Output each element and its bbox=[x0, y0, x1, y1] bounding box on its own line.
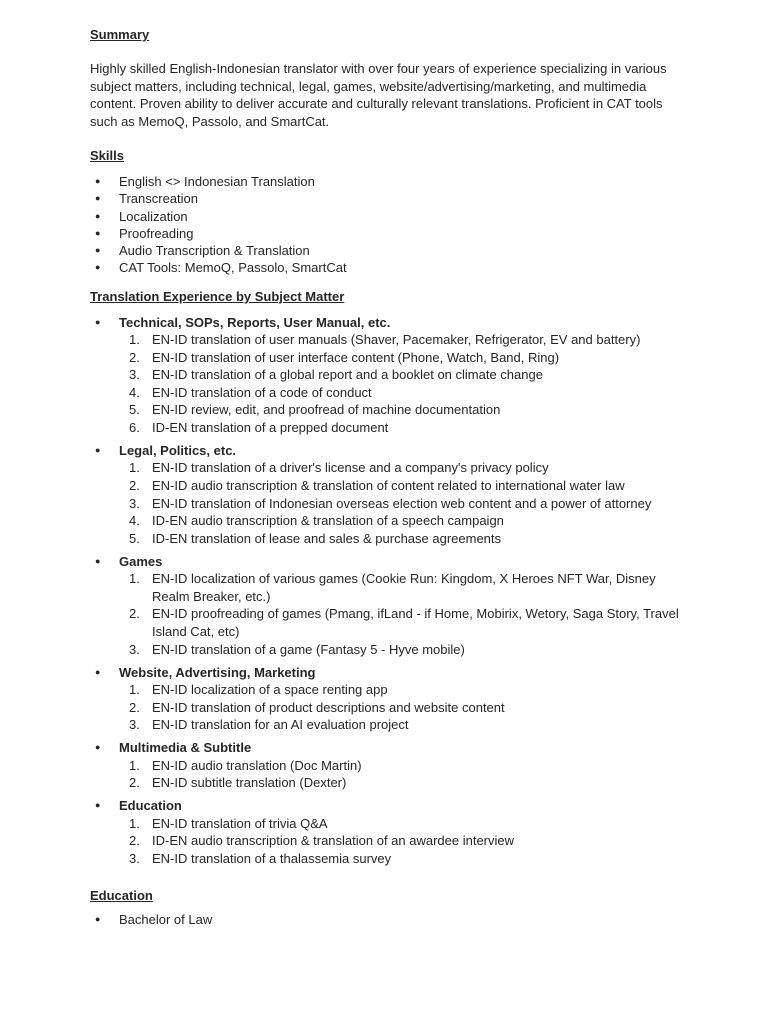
list-item: 1. EN-ID translation of user manuals (Shaver, Pacemaker, Refrigerator, EV and battery) bbox=[129, 332, 641, 348]
group-title: Games bbox=[119, 553, 163, 569]
list-item: 2. EN-ID proofreading of games (Pmang, ifLand - if Home, Mobirix, Wetory, Saga Story, Travel Island Cat, etc) bbox=[129, 606, 679, 639]
list-item: 4. ID-EN audio transcription & translation of a speech campaign bbox=[129, 513, 504, 529]
skills-section bbox=[90, 147, 680, 277]
list-item: ● Audio Transcription & Translation bbox=[90, 242, 680, 259]
experience-group bbox=[90, 442, 680, 547]
resume-page bbox=[90, 26, 680, 929]
list-item: 5. EN-ID review, edit, and proofread of machine documentation bbox=[129, 402, 501, 418]
list-item: ● English <> Indonesian Translation bbox=[90, 173, 680, 190]
list-item: 3. EN-ID translation of Indonesian overseas election web content and a power of attorney bbox=[129, 495, 652, 511]
list-item: ● Transcreation bbox=[90, 190, 680, 207]
summary-section bbox=[90, 26, 680, 130]
list-item: 2. EN-ID translation of product descriptions and website content bbox=[129, 699, 505, 715]
education-section bbox=[90, 887, 680, 928]
experience-group bbox=[90, 664, 680, 734]
group-title: Multimedia & Subtitle bbox=[119, 740, 252, 756]
experience-heading: Translation Experience by Subject Matter bbox=[90, 288, 345, 304]
list-item: 2. EN-ID translation of user interface content (Phone, Watch, Band, Ring) bbox=[129, 349, 560, 365]
summary-heading: Summary bbox=[90, 27, 150, 42]
group-title: Education bbox=[119, 798, 182, 814]
list-item: 3. EN-ID translation of a global report and a booklet on climate change bbox=[129, 367, 543, 383]
experience-group bbox=[90, 553, 680, 658]
list-item: 2. EN-ID audio transcription & translation of content related to international water law bbox=[129, 478, 625, 494]
list-item: 5. ID-EN translation of lease and sales & purchase agreements bbox=[129, 530, 502, 546]
list-item: 1. EN-ID audio translation (Doc Martin) bbox=[129, 757, 362, 773]
list-item: 2. EN-ID subtitle translation (Dexter) bbox=[129, 775, 347, 791]
list-item: ● Proofreading bbox=[90, 225, 680, 242]
experience-section bbox=[90, 288, 680, 868]
group-items bbox=[119, 570, 680, 658]
group-title: Technical, SOPs, Reports, User Manual, etc. bbox=[119, 314, 391, 330]
list-item: 3. EN-ID translation of a thalassemia survey bbox=[129, 850, 392, 866]
list-item: 1. EN-ID translation of a driver's license and a company's privacy policy bbox=[129, 460, 549, 476]
experience-groups bbox=[90, 314, 680, 868]
group-title: Website, Advertising, Marketing bbox=[119, 664, 316, 680]
list-item: 4. EN-ID translation of a code of conduct bbox=[129, 384, 372, 400]
experience-group bbox=[90, 797, 680, 867]
group-title: Legal, Politics, etc. bbox=[119, 443, 237, 459]
list-item: ● CAT Tools: MemoQ, Passolo, SmartCat bbox=[90, 259, 680, 276]
list-item: 3. EN-ID translation of a game (Fantasy 5 - Hyve mobile) bbox=[129, 641, 465, 657]
summary-text: Highly skilled English-Indonesian translator with over four years of experience specializing in various subject matters, including technical, legal, games, website/advertising/marketing, and multimedia content. Proven ability to deliver accurate and culturally relevant translations. Proficient in CAT tools such as MemoQ, Passolo, and SmartCat. bbox=[90, 61, 667, 129]
skills-heading: Skills bbox=[90, 148, 124, 163]
list-item: 1. EN-ID translation of trivia Q&A bbox=[129, 815, 328, 831]
list-item: 1. EN-ID localization of a space renting app bbox=[129, 681, 388, 697]
group-items bbox=[119, 331, 680, 437]
list-item: 2. ID-EN audio transcription & translation of an awardee interview bbox=[129, 833, 515, 849]
list-item: ● Bachelor of Law bbox=[90, 911, 680, 928]
group-items bbox=[119, 459, 680, 547]
group-items bbox=[119, 757, 680, 792]
education-list bbox=[90, 911, 680, 928]
education-heading: Education bbox=[90, 888, 153, 904]
experience-group bbox=[90, 314, 680, 437]
list-item: 3. EN-ID translation for an AI evaluation project bbox=[129, 717, 409, 733]
experience-group bbox=[90, 739, 680, 791]
group-items bbox=[119, 681, 680, 734]
list-item: ● Localization bbox=[90, 208, 680, 225]
skills-list bbox=[90, 173, 680, 277]
group-items bbox=[119, 815, 680, 868]
list-item: 6. ID-EN translation of a prepped document bbox=[129, 420, 389, 436]
list-item: 1. EN-ID localization of various games (Cookie Run: Kingdom, X Heroes NFT War, Disney Realm Breaker, etc.) bbox=[129, 571, 656, 604]
